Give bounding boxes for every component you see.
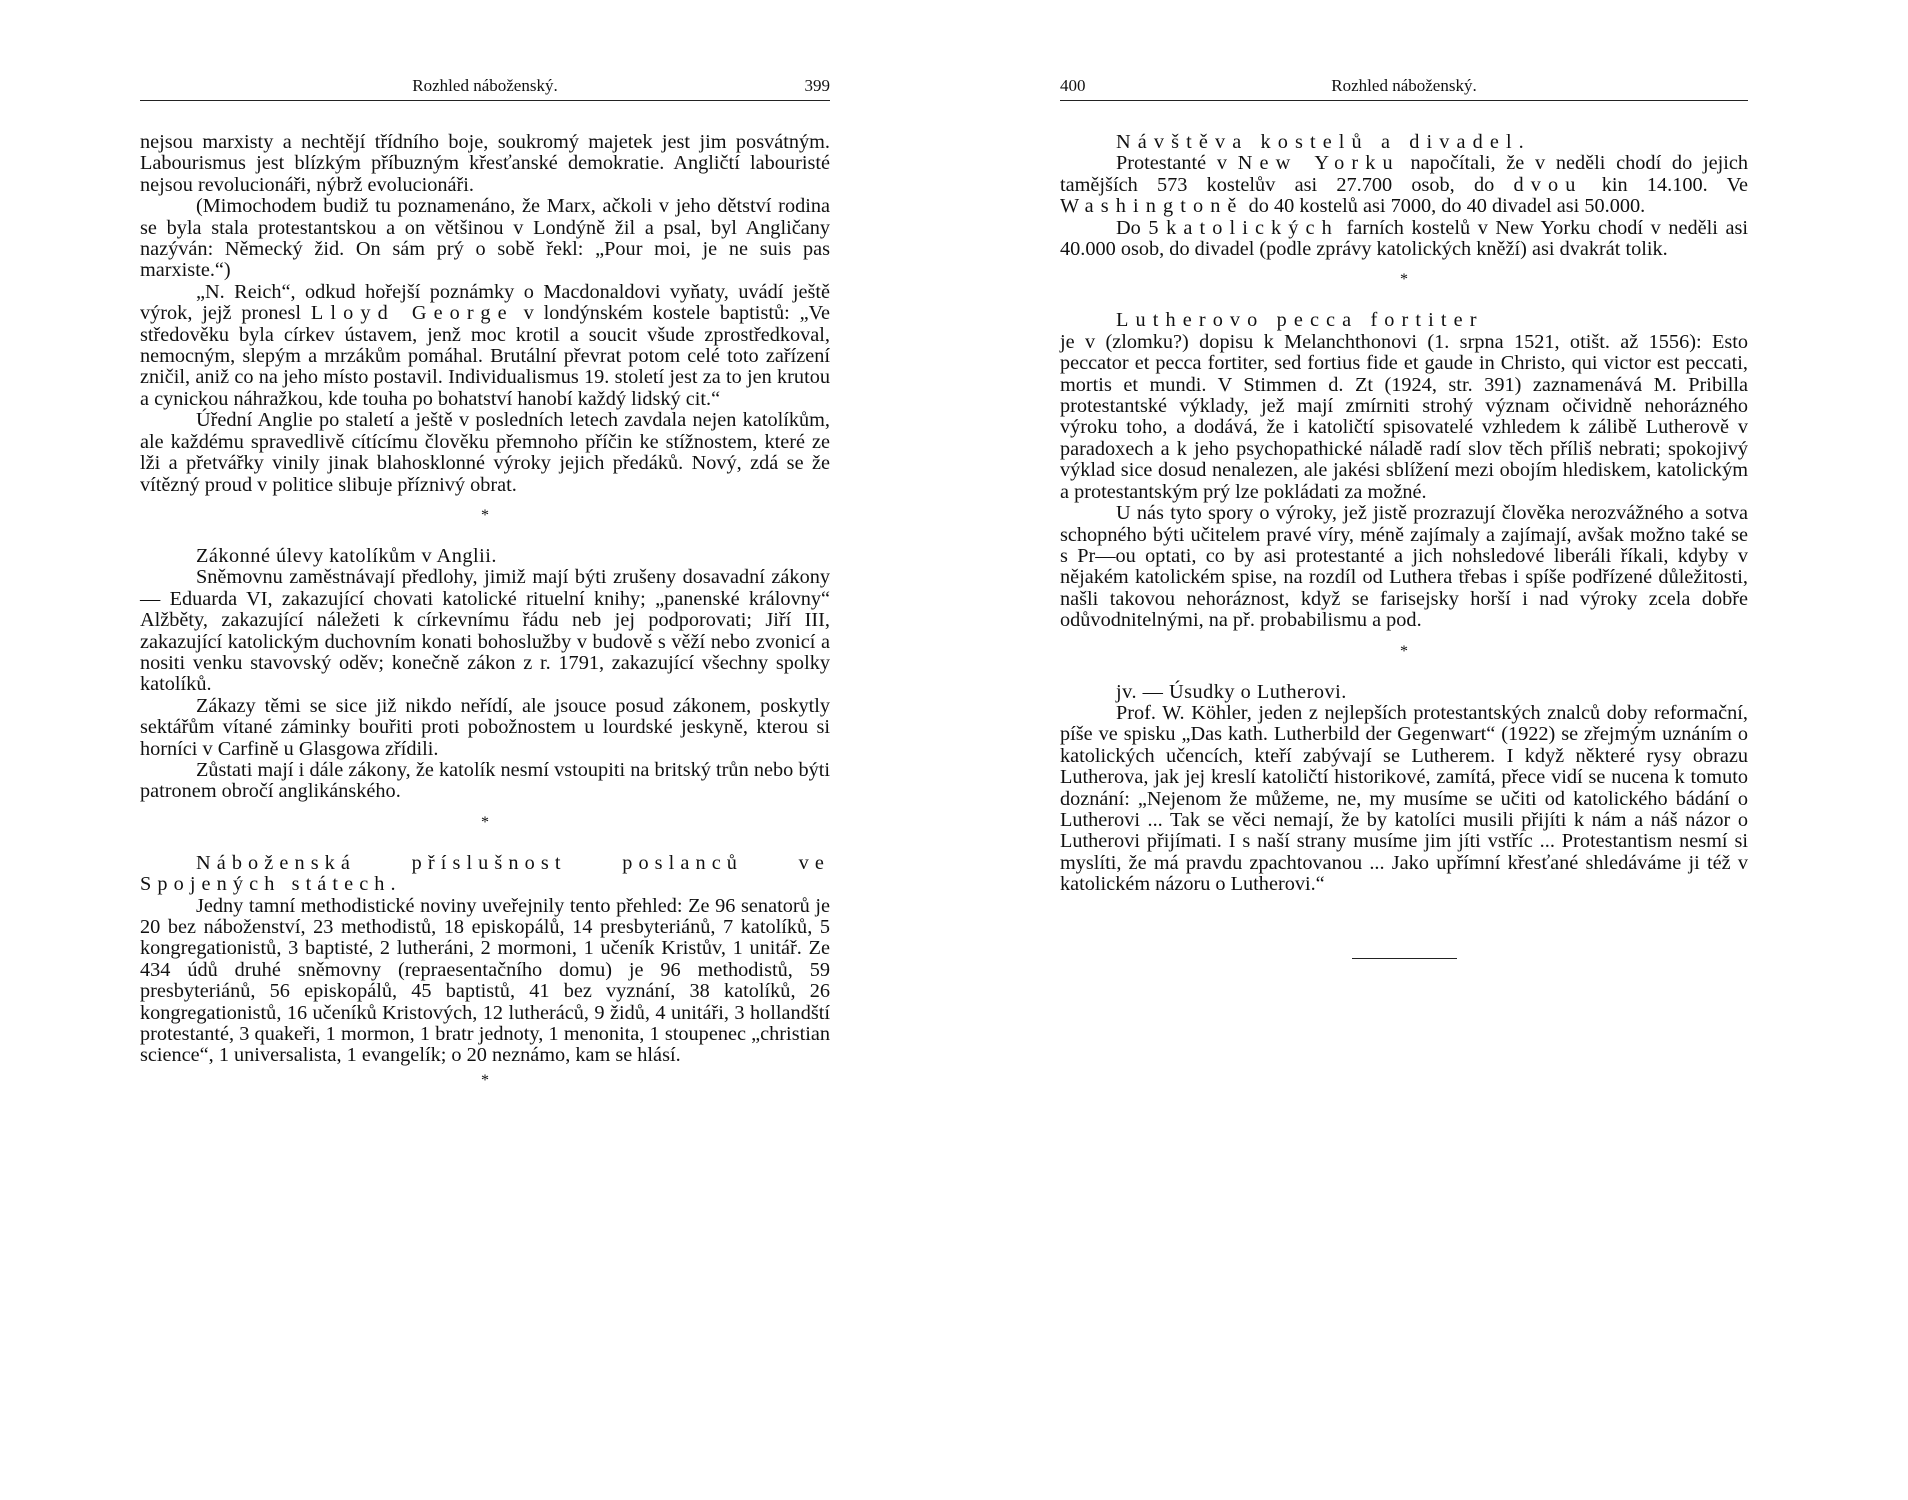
text-run: „N. Reich“, odkud hořejší poznámky o Macdonaldovi vyňaty, uvádí ještě výrok, jejž pronesl [140,280,830,325]
page-body [140,132,830,1095]
page-number: 399 [804,76,830,95]
section-heading: Zákonné úlevy katolíkům v Anglii. [196,544,497,567]
page-header [1060,74,1748,100]
paragraph: Zákazy těmi se sice již nikdo neřídí, ale jsouce posud zákonem, poskytly sektářům vítané záminky bouřiti proti pobožnostem u lourdské jeskyně, kterou si horníci v Carfině u Glasgowa zřídili. [140,694,830,760]
section-heading: Návštěva kostelů a divadel. [1116,131,1531,153]
section-heading: Lutherovo pecca fortiter [1116,309,1484,332]
spaced-word: katolických [1166,216,1339,239]
paragraph [1060,218,1748,261]
paragraph: Jedny tamní methodistické noviny uveřejnily tento přehled: Ze 96 senatorů je 20 bez náboženství, 23 methodistů, 18 episkopálů, 14 presbyteriánů, 7 katolíků, 5 kongregationistů, 3 baptisté, 2 lutheráni, 2 mormoni, 1 učeník Kristův, 1 unitář. Ze 434 údů druhé sněmovny (repraesentačního domu) je 96 methodistů, 59 presbyteriánů, 56 episkopálů, 45 baptistů, 41 bez vyznání, 38 katolíků, 26 kongregationistů, 16 učeníků Kristových, 12 lutheráců, 9 židů, 4 unitáři, 3 hollandští protestanté, 3 quakeři, 1 mormon, 1 bratr jednoty, 1 menonita, 1 stoupenec „christian science“, 1 universalista, 1 evangelík; o 20 neznámo, kam se hlásí. [140,894,830,1067]
spaced-name: Washingtoně [1060,195,1244,218]
section-divider-star: * [481,813,489,831]
paragraph: Sněmovnu zaměstnávají předlohy, jimiž mají býti zrušeny dosavadní zákony — Eduarda VI, zakazující chovati katolické rituelní knihy; „panenské královny“ Alžběty, zakazující náležeti k církevnímu řádu neb jej podporovati; Jiří III, zakazující katolickým duchovním konati bohoslužby v budově s věží nebo zvonicí a nositi venku stavovský oděv; konečně zákon z r. 1791, zakazující všechny spolky katolíků. [140,566,830,696]
paragraph: Zůstati mají i dále zákony, že katolík nesmí vstoupiti na britský trůn nebo býti patronem obročí anglikánského. [140,758,830,803]
paragraph: (Mimochodem budiž tu poznamenáno, že Marx, ačkoli v jeho dětství rodina se byla stala protestantskou a on většinou v Londýně žil a psal, byl Angličany nazýván: Německý žid. On sám prý o sobě řekl: „Pour moi, je ne suis pas marxiste.“) [140,195,830,282]
header-rule [140,100,830,101]
section-heading: Náboženská příslušnost poslanců ve Spojených státech. [140,851,830,896]
text-run: napočítali, že v neděli chodí do jejich tamějších 573 kostelův asi 27.700 osob, do [1060,152,1748,196]
page-body [1060,132,1748,959]
section-heading: jv. — Úsudky o Lutherovi. [1116,680,1347,703]
paragraph: U nás tyto spory o výroky, jež jistě prozrazují člověka nerozvážného a sotva schopného býti učitelem pravé víry, méně zajímaly a zajímají, avšak možno také se s Pr—ou optati, co by asi protestanté a jich nohsledové liberáli říkali, kdyby v nějakém katolickém spise, na rozdíl od Luthera třebas i spíše podřízené důležitosti, našli takovou nehoráznost, když se farisejsky horší i nad výroky zcela dobře odůvodnitelnými, na př. probabilismu a pod. [1060,502,1748,632]
text-run: v londýnském kostele baptistů: „Ve středověku byla církev ústavem, jenž moc krotil a soucit všude zprostředkoval, nemocným, slepým a mrzákům pomáhal. Brutální převrat potom celé toto zařízení zničil, aniž co na jeho místo postavil. Individualismus 19. století jest za to jen krutou a cynickou náhražkou, kde touha po bohatství hanobí každý lidský cit.“ [140,302,830,410]
end-rule [1352,958,1457,959]
spaced-name: Lloyd George [310,302,514,325]
text-run: do 40 kostelů asi 7000, do 40 divadel asi 50.000. [1243,195,1646,218]
running-title: Rozhled náboženský. [1331,76,1477,95]
paragraph: nejsou marxisty a nechtějí třídního boje, soukromý majetek jest jim posvátným. Labourismus jest blízkým příbuzným křesťanské demokratie. Angličtí labouristé nejsou revolucionáři, nýbrž evolucionáři. [140,131,830,196]
text-run: Protestanté v [1116,152,1238,175]
text-run: kin 14.100. Ve [1582,173,1748,196]
page-header [140,74,830,100]
section-divider-star: * [481,506,489,524]
section-divider-star: * [1400,642,1408,660]
paragraph: je v (zlomku?) dopisu k Melanchthonovi (1. srpna 1521, otišt. až 1556): Esto peccator et pecca fortiter, sed fortius fide et gaude in Christo, qui victor est peccati, mortis et mundi. V Stimmen d. Zt (1924, str. 391) zaznamenává M. Pribilla protestantské výklady, jež mají zmírniti strohý význam očividně nehorázného výroku toho, a dodává, že i katoličtí spisovatelé vzhledem k zálibě Lutherově v paradoxech a k jeho psychopathické náladě radí slov těch příliš nebrati; spokojivý výklad sice dosud nenalezen, ale jakési sblížení mezi obojím hlediskem, katolickým a protestantským prý lze pokládati za možné. [1060,330,1748,503]
text-run: Do 5 [1116,216,1167,239]
paragraph [140,282,830,410]
page-number: 400 [1060,76,1086,95]
paragraph: Prof. W. Köhler, jeden z nejlepších protestantských znalců doby reformační, píše ve spisku „Das kath. Lutherbild der Gegenwart“ (1922) se zřejmým uznáním o katolických učencích, kteří zabývají se Lutherem. I když některé rysy obrazu Lutherova, jak jej kreslí katoličtí historikové, zamítá, přece vidí se nucena k tomuto doznání: „Nejenom že můžeme, ne, my musíme se učiti od katolického bádání o Lutherovi ... Tak se věci nemají, že by katolíci musili přijíti k nám a náš názor o Lutherovi přijímati. I s naší strany musíme jim jíti vstříc ... Protestantism nesmí si myslíti, že má pravdu zpachtovanou ... Jako upřímní křesťané shledáváme ji též v katolickém názoru o Lutherovi.“ [1060,701,1748,896]
paragraph: Úřední Anglie po staletí a ještě v posledních letech zavdala nejen katolíkům, ale každému spravedlivě cítícímu člověku přemnoho příčin ke stížnostem, které ze lži a přetvářky vinily jinak blahosklonné výroky jejich předáků. Nový, zdá se že vítězný proud v politice slibuje příznivý obrat. [140,409,830,496]
section-divider-star: * [481,1071,489,1089]
paragraph [1060,153,1748,217]
running-title: Rozhled náboženský. [412,76,558,95]
section-divider-star: * [1400,271,1408,289]
spaced-word: dvou [1513,173,1583,196]
text-run: farních kostelů v New Yorku chodí v neděli asi 40.000 osob, do divadel (podle zprávy katolických kněží) asi dvakrát tolik. [1060,216,1749,261]
header-rule [1060,100,1748,101]
spaced-name: New Yorku [1237,152,1400,175]
